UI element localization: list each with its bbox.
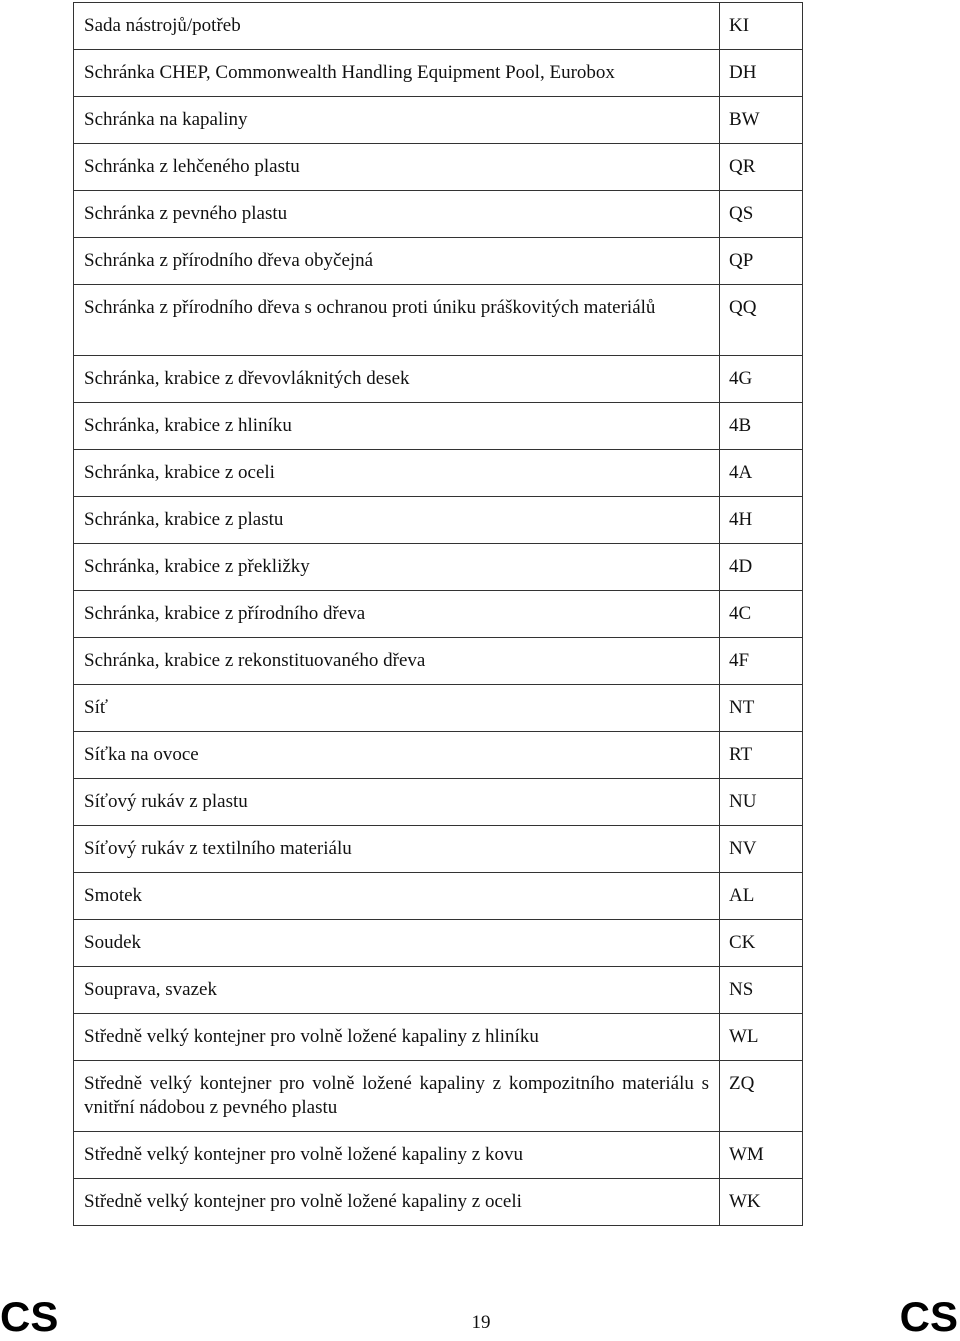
- table-row: [74, 920, 803, 967]
- packaging-type-cell: Schránka z přírodního dřeva obyčejná: [74, 238, 720, 285]
- table-row: [74, 779, 803, 826]
- packaging-code-cell: QQ: [720, 285, 803, 356]
- table-row: [74, 1132, 803, 1179]
- packaging-code-cell: NU: [720, 779, 803, 826]
- packaging-type-cell: Smotek: [74, 873, 720, 920]
- packaging-code-cell: CK: [720, 920, 803, 967]
- table-row: [74, 732, 803, 779]
- packaging-code-cell: KI: [720, 3, 803, 50]
- packaging-code-cell: WK: [720, 1179, 803, 1226]
- table-row: [74, 97, 803, 144]
- table-row: [74, 50, 803, 97]
- table-row: [74, 144, 803, 191]
- packaging-type-cell: Středně velký kontejner pro volně ložené kapaliny z hliníku: [74, 1014, 720, 1061]
- table-row: [74, 497, 803, 544]
- packaging-type-cell: Síťový rukáv z plastu: [74, 779, 720, 826]
- packaging-code-cell: BW: [720, 97, 803, 144]
- table-row: [74, 685, 803, 732]
- table-row: [74, 826, 803, 873]
- packaging-code-cell: DH: [720, 50, 803, 97]
- table-row: [74, 544, 803, 591]
- packaging-type-cell: Schránka, krabice z přírodního dřeva: [74, 591, 720, 638]
- packaging-type-cell: Schránka, krabice z rekonstituovaného dřeva: [74, 638, 720, 685]
- packaging-code-cell: 4A: [720, 450, 803, 497]
- packaging-code-cell: RT: [720, 732, 803, 779]
- table-row: [74, 638, 803, 685]
- packaging-type-cell: Schránka, krabice z plastu: [74, 497, 720, 544]
- table-row: [74, 1014, 803, 1061]
- page-number: 19: [471, 1312, 491, 1333]
- footer-language-mark-right: CS: [899, 1293, 958, 1340]
- packaging-type-cell: Síťový rukáv z textilního materiálu: [74, 826, 720, 873]
- table-row: [74, 3, 803, 50]
- packaging-type-cell: Schránka na kapaliny: [74, 97, 720, 144]
- table-row: [74, 285, 803, 356]
- packaging-code-cell: 4B: [720, 403, 803, 450]
- packaging-type-cell: Středně velký kontejner pro volně ložené kapaliny z kovu: [74, 1132, 720, 1179]
- packaging-type-cell: Soudek: [74, 920, 720, 967]
- packaging-type-cell: Schránka, krabice z hliníku: [74, 403, 720, 450]
- table-row: [74, 967, 803, 1014]
- table-row: [74, 1179, 803, 1226]
- table-row: [74, 873, 803, 920]
- packaging-type-cell: Souprava, svazek: [74, 967, 720, 1014]
- packaging-code-cell: 4C: [720, 591, 803, 638]
- table-row: [74, 450, 803, 497]
- packaging-code-cell: QR: [720, 144, 803, 191]
- table-row: [74, 356, 803, 403]
- packaging-type-cell: Schránka CHEP, Commonwealth Handling Equipment Pool, Eurobox: [74, 50, 720, 97]
- packaging-code-cell: AL: [720, 873, 803, 920]
- packaging-code-cell: QP: [720, 238, 803, 285]
- packaging-code-cell: NV: [720, 826, 803, 873]
- packaging-code-cell: WL: [720, 1014, 803, 1061]
- table-row: [74, 1061, 803, 1132]
- packaging-type-cell: Síťka na ovoce: [74, 732, 720, 779]
- footer-language-mark-left: CS: [0, 1293, 59, 1340]
- table-row: [74, 403, 803, 450]
- packaging-code-cell: 4G: [720, 356, 803, 403]
- packaging-type-cell: Schránka z pevného plastu: [74, 191, 720, 238]
- packaging-code-cell: ZQ: [720, 1061, 803, 1132]
- packaging-type-cell: Středně velký kontejner pro volně ložené kapaliny z kompozitního materiálu s vnitřní nádobou z pevného plastu: [74, 1061, 720, 1132]
- packaging-type-cell: Schránka z lehčeného plastu: [74, 144, 720, 191]
- packaging-code-cell: NS: [720, 967, 803, 1014]
- packaging-code-table: [73, 2, 803, 1226]
- packaging-type-cell: Schránka, krabice z překližky: [74, 544, 720, 591]
- packaging-code-cell: 4D: [720, 544, 803, 591]
- table-row: [74, 238, 803, 285]
- packaging-type-cell: Schránka z přírodního dřeva s ochranou proti úniku práškovitých materiálů: [74, 285, 720, 356]
- packaging-type-cell: Sada nástrojů/potřeb: [74, 3, 720, 50]
- packaging-code-cell: 4F: [720, 638, 803, 685]
- packaging-type-cell: Schránka, krabice z dřevovláknitých desek: [74, 356, 720, 403]
- table-body: [74, 3, 803, 1226]
- packaging-code-cell: 4H: [720, 497, 803, 544]
- table-row: [74, 591, 803, 638]
- table-row: [74, 191, 803, 238]
- packaging-type-cell: Síť: [74, 685, 720, 732]
- packaging-type-cell: Schránka, krabice z oceli: [74, 450, 720, 497]
- packaging-code-cell: QS: [720, 191, 803, 238]
- packaging-code-cell: WM: [720, 1132, 803, 1179]
- packaging-code-cell: NT: [720, 685, 803, 732]
- packaging-type-cell: Středně velký kontejner pro volně ložené kapaliny z oceli: [74, 1179, 720, 1226]
